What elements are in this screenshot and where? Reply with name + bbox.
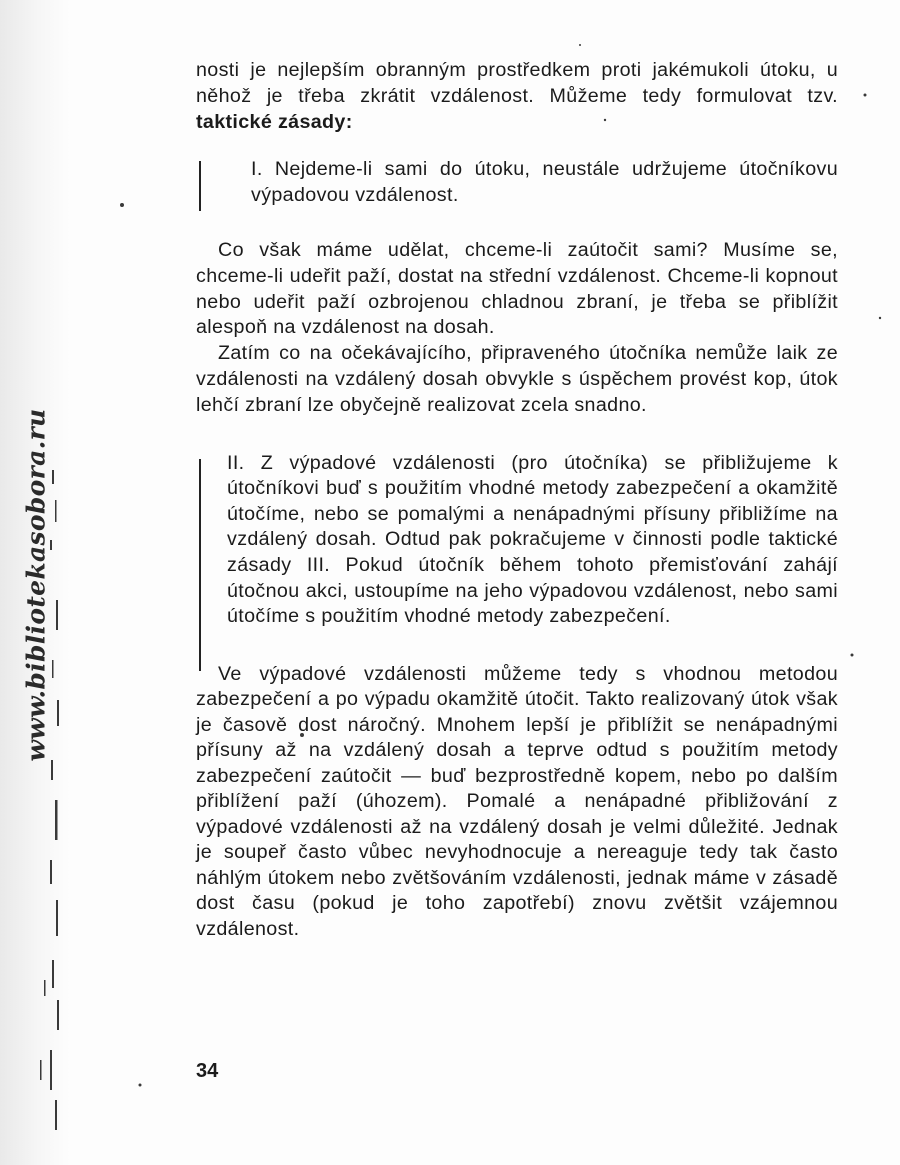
rule-2-text: II. Z výpadové vzdálenosti (pro útočníka) se přibližujeme k útočníkovi buď s použitím vhodné metody zabezpečení a okamžitě útočíme, nebo se pomalými a nenápadnými přísuny přibližíme na vzdálený dosah. Odtud pak pokračujeme v činnosti podle taktické zásady III. Pokud útočník během tohoto přemisťování zahájí útočnou akci, ustoupíme na jeho výpadovou vzdálenost, nebo sami útočíme s použitím vhodné metody zabezpečení. <box>227 451 838 628</box>
rule-2-sidebar-line <box>199 459 201 671</box>
rule-1-sidebar-line <box>199 161 201 211</box>
paragraph-4: Ve výpadové vzdálenosti můžeme tedy s vhodnou metodou zabezpečení a po výpadu okamžitě útočit. Takto realizovaný útok však je časově dost náročný. Mnohem lepší je přiblížit se nenápadnými přísuny až na vzdálený dosah a teprve odtud s použitím metody zabezpečení zaútočit — buď bezprostředně kopem, nebo po dalším přiblížení paží (úhozem). Pomalé a nenápadné přibližování z výpadové vzdálenosti až na vzdálený dosah je velmi důležité. Jednak je soupeř často vůbec nevyhodnocuje a nereaguje tedy tak často náhlým útokem nebo zvětšováním vzdálenosti, jednak máme v zásadě dost času (pokud je toho zapotřebí) znovu zvětšit vzájemnou vzdálenost. <box>196 662 838 940</box>
paragraph-2: Co však máme udělat, chceme-li zaútočit sami? Musíme se, chceme-li udeřit paží, dostat na střední vzdálenost. Chceme-li kopnout nebo udeřit paží ozbrojenou chladnou zbraní, je třeba se přiblížit alespoň na vzdálenost na dosah. <box>196 238 838 339</box>
intro-text: nosti je nejlepším obranným prostředkem proti jakémukoli útoku, u něhož je třeba zkrátit vzdálenost. Můžeme tedy formulovat tzv. <box>196 59 838 107</box>
rule-1-text: I. Nejdeme-li sami do útoku, neustále udržujeme útočníkovu výpadovou vzdálenost. <box>251 158 838 207</box>
intro-bold-term: taktické zásady: <box>196 110 353 133</box>
page-number: 34 <box>196 1060 219 1082</box>
rule-block-1 <box>196 157 838 209</box>
page-body <box>196 58 838 942</box>
paragraph-3: Zatím co na očekávajícího, připraveného útočníka nemůže laik ze vzdálenosti na vzdálený dosah obvykle s úspěchem provést kop, útok lehčí zbraní lze obyčejně realizovat zcela snadno. <box>196 342 838 416</box>
paragraph-intro <box>196 58 838 135</box>
rule-block-2 <box>196 451 838 630</box>
watermark-text: www.bibliotekasobora.ru <box>21 408 51 762</box>
